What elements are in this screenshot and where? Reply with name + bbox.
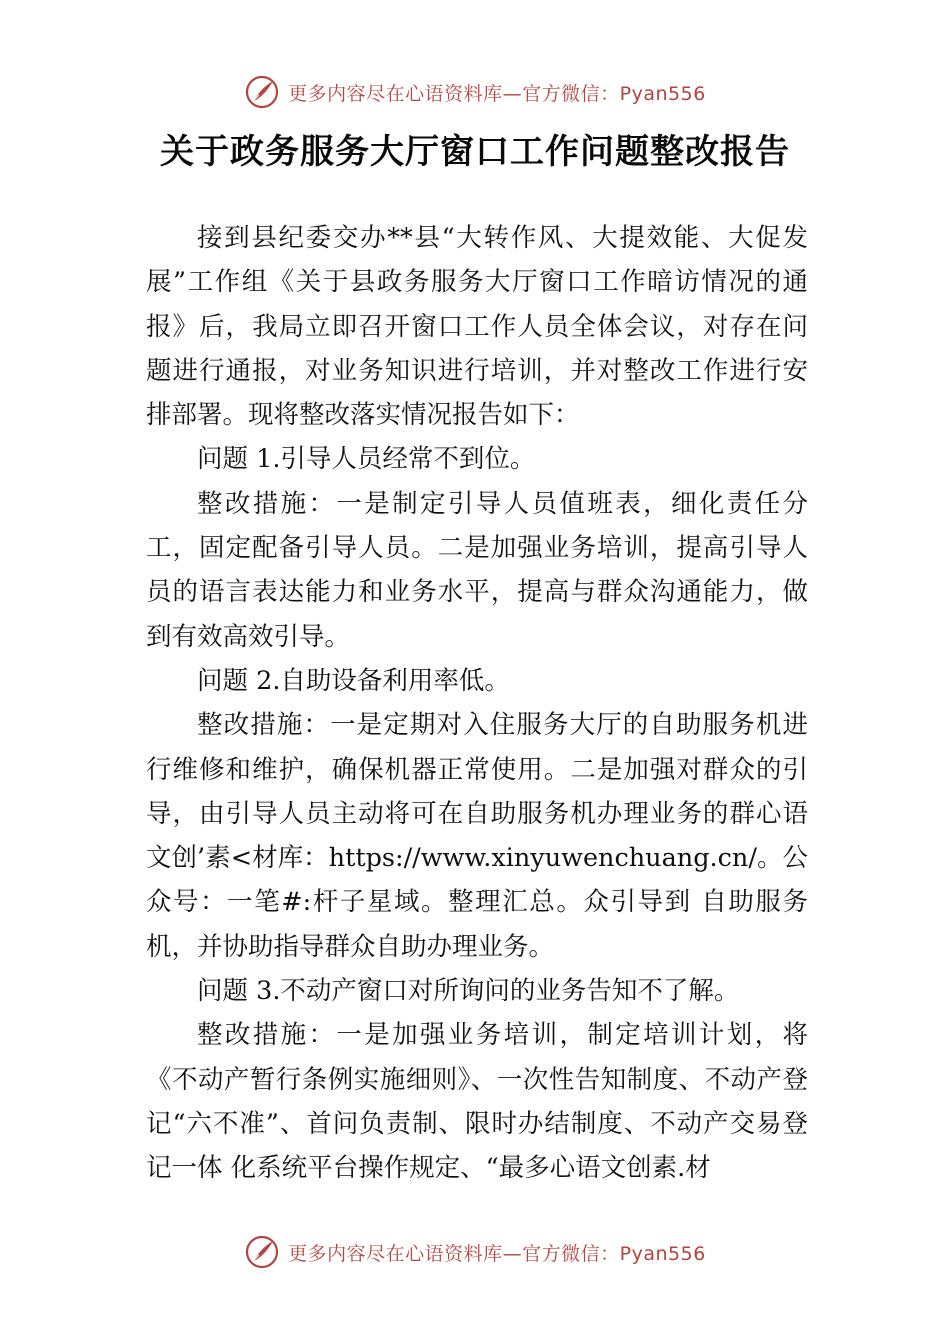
paragraph-measures-1: 整改措施：一是制定引导人员值班表，细化责任分工，固定配备引导人员。二是加强业务培训，提高引导人员的语言表达能力和业务水平，提高与群众沟通能力，做到有效高效引导。 xyxy=(146,488,808,652)
document-title: 关于政务服务大厅窗口工作问题整改报告 xyxy=(160,132,790,172)
footer-watermark xyxy=(0,1232,950,1272)
watermark-text: 更多内容尽在心语资料库—官方微信：Pyan556 xyxy=(288,1242,706,1265)
watermark-text: 更多内容尽在心语资料库—官方微信：Pyan556 xyxy=(288,82,706,105)
paragraph-intro: 接到县纪委交办**县“大转作风、大提效能、大促发展”工作组《关于县政务服务大厅窗口工作暗访情况的通报》后，我局立即召开窗口工作人员全体会议，对存在问题进行通报，对业务知识进行培训，并对整改工作进行安排部署。现将整改落实情况报告如下： xyxy=(146,223,808,431)
paragraph-measures-2: 整改措施：一是定期对入住服务大厅的自助服务机进行维修和维护，确保机器正常使用。二是加强对群众的引导，由引导人员主动将可在自助服务机办理业务的群心语文创’素<材库：https://www.xinyuwenchuang.cn/。公众号：一笔#:杆子星域。整理汇总。众引导到 自助服务机，并协助指导群众自助办理业务。 xyxy=(146,710,808,962)
paragraph-problem-1: 问题 1.引导人员经常不到位。 xyxy=(197,444,536,475)
quill-logo-icon xyxy=(244,1234,280,1270)
quill-logo-icon xyxy=(244,74,280,110)
header-watermark xyxy=(0,72,950,112)
document-body xyxy=(146,216,808,1191)
paragraph-problem-2: 问题 2.自助设备利用率低。 xyxy=(197,665,510,696)
paragraph-measures-3: 整改措施：一是加强业务培训，制定培训计划，将《不动产暂行条例实施细则》、一次性告知制度、不动产登记“六不准”、首问负责制、限时办结制度、不动产交易登记一体 化系统平台操作规定、“最多心语文创素.材 xyxy=(146,1020,808,1184)
paragraph-problem-3: 问题 3.不动产窗口对所询问的业务告知不了解。 xyxy=(197,976,740,1007)
